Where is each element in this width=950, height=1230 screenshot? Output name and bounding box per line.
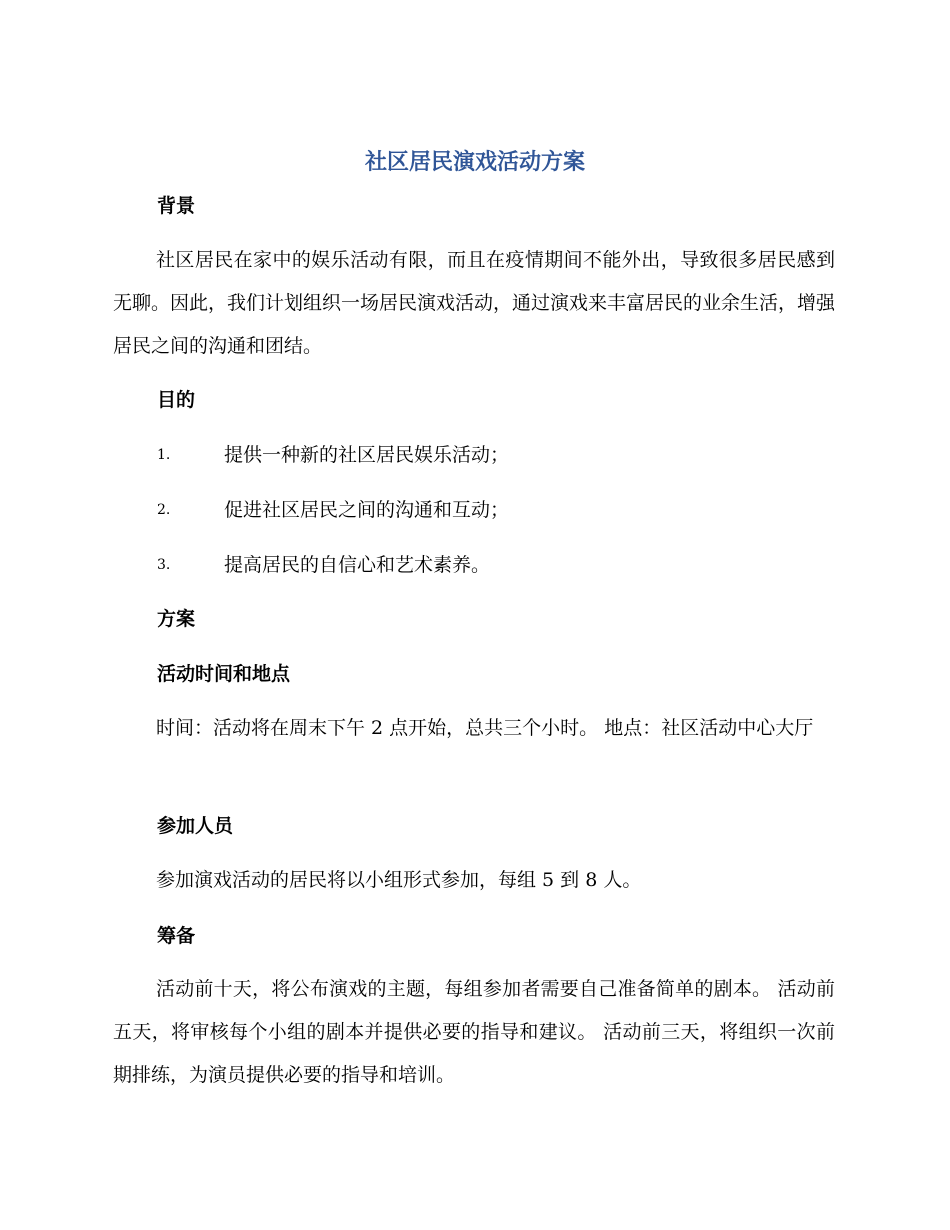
plan-heading: 方案 <box>157 608 196 630</box>
preparation-heading: 筹备 <box>157 925 196 947</box>
list-number: 3. <box>157 557 171 573</box>
background-paragraph: 社区居民在家中的娱乐活动有限，而且在疫情期间不能外出，导致很多居民感到无聊。因此，我们计划组织一场居民演戏活动，通过演戏来丰富居民的业余生活，增强居民之间的沟通和团结。 <box>113 249 836 357</box>
background-heading: 背景 <box>157 195 196 217</box>
participants-heading: 参加人员 <box>157 815 234 837</box>
preparation-paragraph: 活动前十天，将公布演戏的主题，每组参加者需要自己准备简单的剧本。 活动前五天，将审核每个小组的剧本并提供必要的指导和建议。 活动前三天，将组织一次前期排练，为演员提供必要的指导和培训。 <box>113 978 835 1086</box>
participants-paragraph: 参加演戏活动的居民将以小组形式参加，每组 5 到 8 人。 <box>156 869 642 891</box>
list-text: 提供一种新的社区居民娱乐活动； <box>224 444 510 466</box>
list-text: 提高居民的自信心和艺术素养。 <box>224 554 491 576</box>
time-place-paragraph: 时间：活动将在周末下午 2 点开始，总共三个小时。 地点：社区活动中心大厅 <box>156 717 814 739</box>
purpose-heading: 目的 <box>157 389 196 411</box>
list-number: 1. <box>157 447 171 463</box>
time-place-heading: 活动时间和地点 <box>157 663 291 685</box>
document-title: 社区居民演戏活动方案 <box>364 150 585 175</box>
list-number: 2. <box>157 502 171 518</box>
list-text: 促进社区居民之间的沟通和互动； <box>224 499 510 521</box>
